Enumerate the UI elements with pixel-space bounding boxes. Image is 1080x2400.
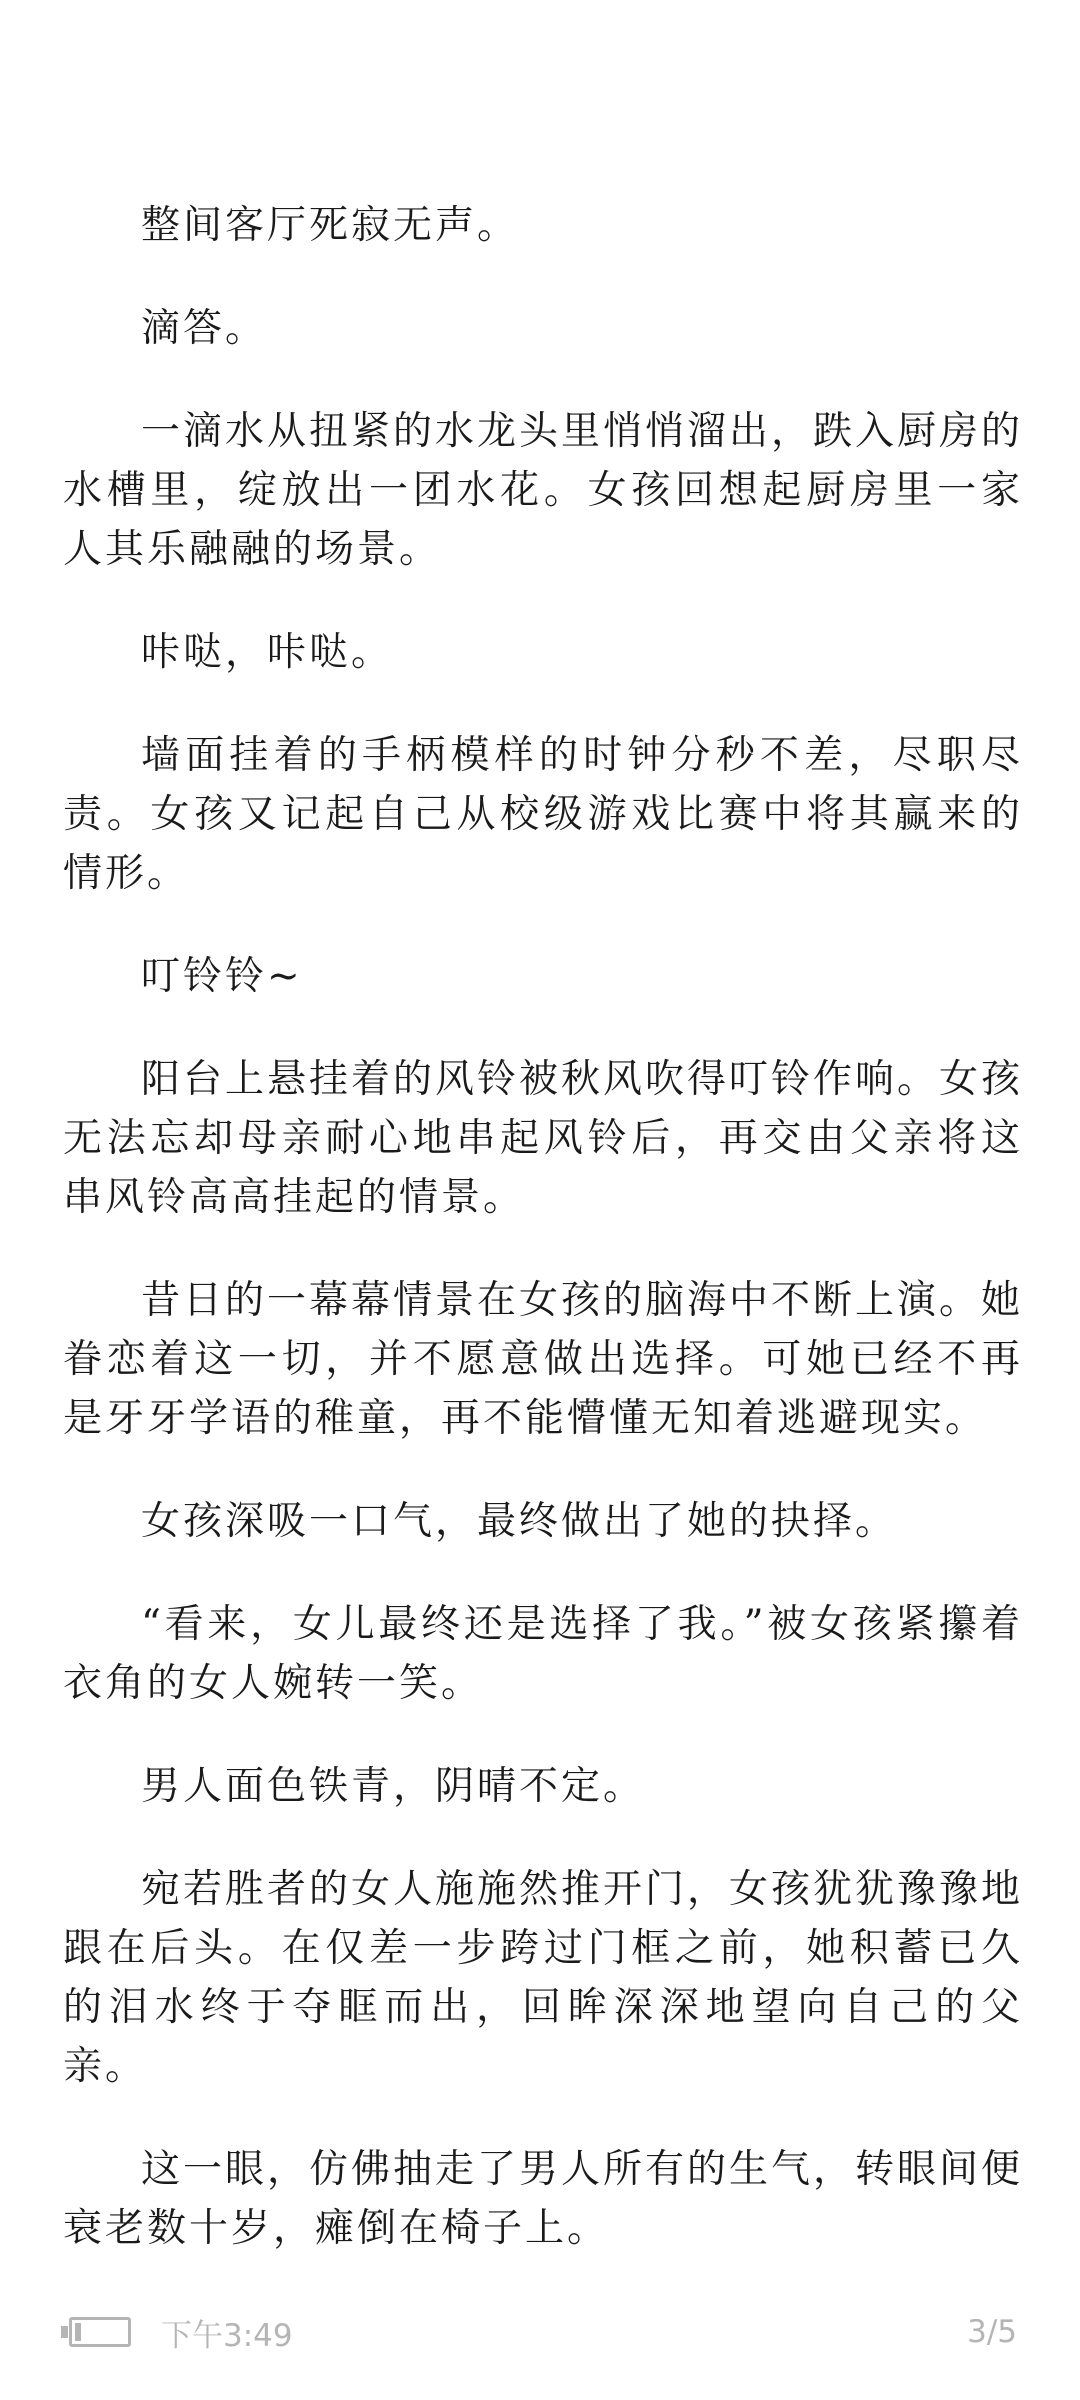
reader-status-bar: [63, 2312, 1017, 2352]
paragraph-11: 男人面色铁青，阴晴不定。: [141, 1764, 646, 1809]
paragraph-8: 昔日的一幕幕情景在女孩的脑海中不断上演。她眷恋着这一切，并不愿意做出选择。可她已经不再是牙牙学语的稚童，再不能懵懂无知着逃避现实。: [63, 1278, 1024, 1441]
reader-page[interactable]: [63, 196, 1023, 2302]
page-indicator: 3/5: [967, 2314, 1017, 2350]
paragraph-3: 一滴水从扭紧的水龙头里悄悄溜出，跌入厨房的水槽里，绽放出一团水花。女孩回想起厨房里一家人其乐融融的场景。: [63, 409, 1024, 572]
paragraph-9: 女孩深吸一口气，最终做出了她的抉择。: [141, 1499, 898, 1544]
paragraph-7: 阳台上悬挂着的风铃被秋风吹得叮铃作响。女孩无法忘却母亲耐心地串起风铃后，再交由父亲将这串风铃高高挂起的情景。: [63, 1057, 1024, 1220]
paragraph-6: 叮铃铃~: [141, 954, 303, 999]
paragraph-12: 宛若胜者的女人施施然推开门，女孩犹犹豫豫地跟在后头。在仅差一步跨过门框之前，她积蓄已久的泪水终于夺眶而出，回眸深深地望向自己的父亲。: [63, 1867, 1024, 2089]
paragraph-10: “看来，女儿最终还是选择了我。”被女孩紧攥着衣角的女人婉转一笑。: [63, 1602, 1023, 1706]
paragraph-4: 咔哒，咔哒。: [141, 630, 394, 675]
paragraph-5: 墙面挂着的手柄模样的时钟分秒不差，尽职尽责。女孩又记起自己从校级游戏比赛中将其赢来的情形。: [63, 733, 1023, 896]
paragraph-1: 整间客厅死寂无声。: [141, 203, 520, 248]
battery-level: [75, 2323, 81, 2341]
paragraph-13: 这一眼，仿佛抽走了男人所有的生气，转眼间便衰老数十岁，瘫倒在椅子上。: [63, 2147, 1024, 2251]
clock-time: 下午3:49: [161, 2317, 293, 2354]
battery-icon: [69, 2317, 131, 2347]
paragraph-2: 滴答。: [141, 306, 268, 351]
